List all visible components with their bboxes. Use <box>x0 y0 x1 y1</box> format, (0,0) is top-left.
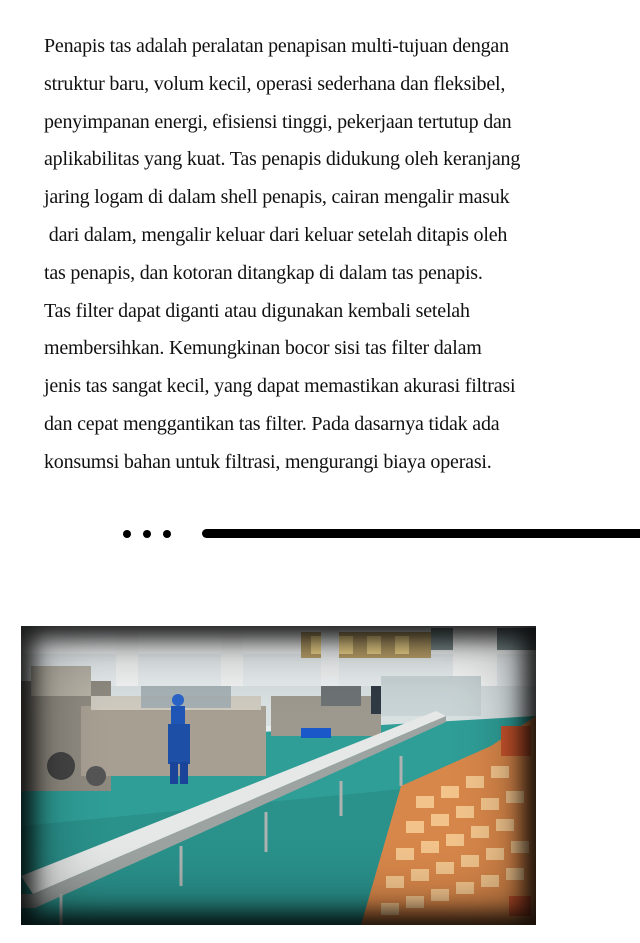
paragraph-line: Tas filter dapat diganti atau digunakan kembali setelah <box>44 299 470 322</box>
paragraph-line: aplikabilitas yang kuat. Tas penapis didukung oleh keranjang <box>44 148 521 171</box>
paragraph-line: jaring logam di dalam shell penapis, cairan mengalir masuk <box>44 186 510 209</box>
factory-illustration <box>21 626 536 925</box>
paragraph-line: dari dalam, mengalir keluar dari keluar setelah ditapis oleh <box>44 223 508 246</box>
factory-photo <box>21 626 536 925</box>
paragraph-line: dan cepat menggantikan tas filter. Pada dasarnya tidak ada <box>44 412 500 435</box>
section-divider <box>0 522 640 546</box>
divider-dot <box>163 530 171 538</box>
paragraph-line: membersihkan. Kemungkinan bocor sisi tas filter dalam <box>44 337 482 360</box>
paragraph-line: Penapis tas adalah peralatan penapisan multi-tujuan dengan <box>44 35 509 57</box>
divider-rule <box>202 529 640 538</box>
divider-dot <box>123 530 131 538</box>
divider-dot <box>143 530 151 538</box>
paragraph-line: penyimpanan energi, efisiensi tinggi, pekerjaan tertutup dan <box>44 110 512 133</box>
article-paragraph <box>44 28 634 482</box>
paragraph-line: jenis tas sangat kecil, yang dapat memastikan akurasi filtrasi <box>44 375 516 398</box>
paragraph-line: tas penapis, dan kotoran ditangkap di dalam tas penapis. <box>44 261 483 284</box>
paragraph-line: konsumsi bahan untuk filtrasi, mengurangi biaya operasi. <box>44 450 492 473</box>
paragraph-line: struktur baru, volum kecil, operasi sederhana dan fleksibel, <box>44 72 506 95</box>
